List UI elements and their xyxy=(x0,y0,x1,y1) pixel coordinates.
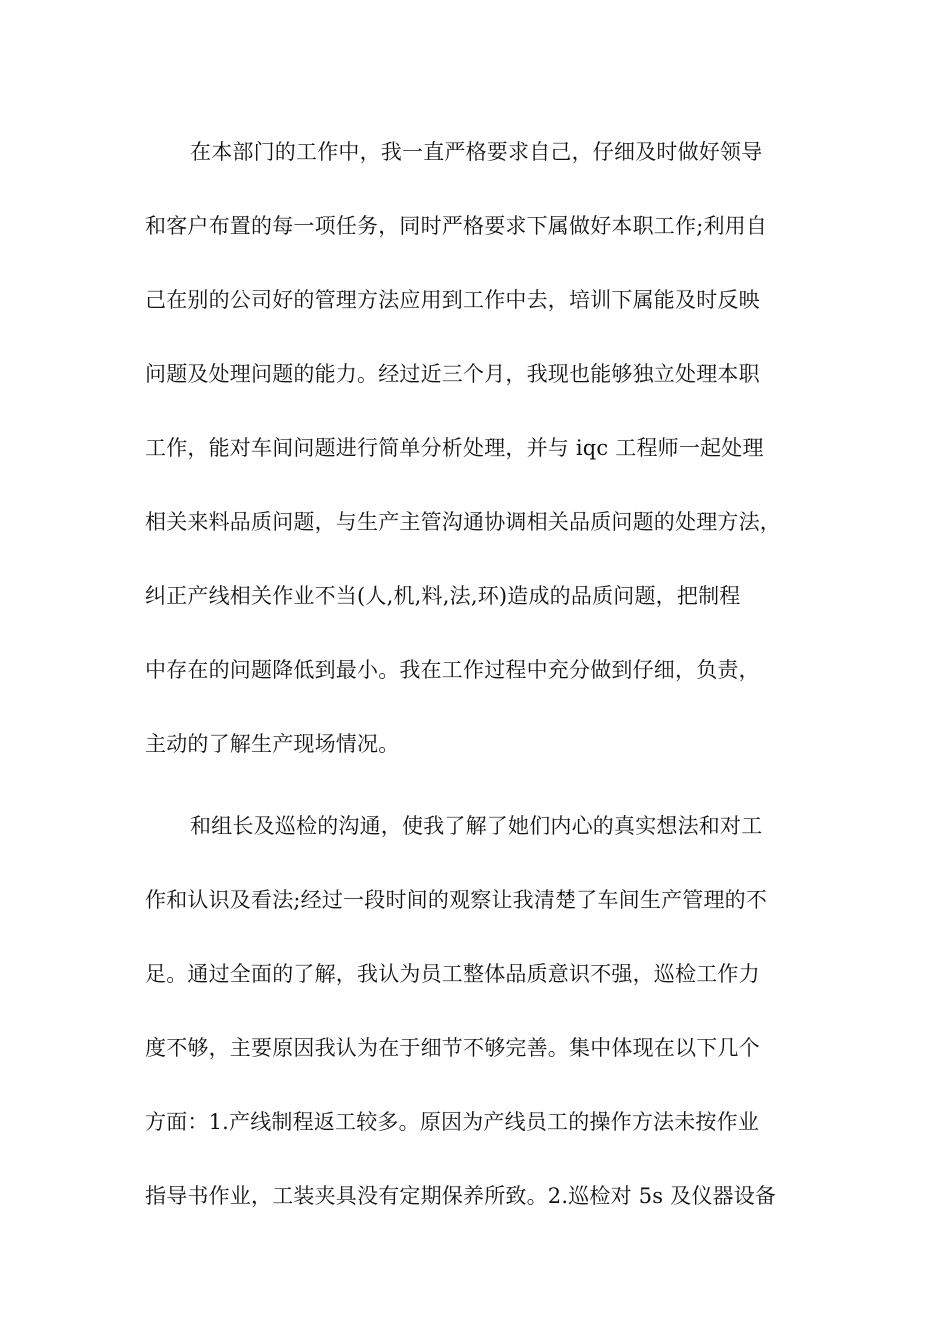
text-line: 和客户布置的每一项任务，同时严格要求下属做好本职工作;利用自 xyxy=(145,214,768,238)
text-line: 足。通过全面的了解，我认为员工整体品质意识不强，巡检工作力 xyxy=(145,962,760,986)
text-line: 相关来料品质问题，与生产主管沟通协调相关品质问题的处理方法， xyxy=(145,510,781,534)
text-line: 主动的了解生产现场情况。 xyxy=(145,732,400,756)
text-line: 工作，能对车间问题进行简单分析处理，并与 iqc 工程师一起处理 xyxy=(145,436,764,460)
text-line: 在本部门的工作中，我一直严格要求自己，仔细及时做好领导 xyxy=(190,140,763,164)
text-line: 和组长及巡检的沟通，使我了解了她们内心的真实想法和对工 xyxy=(190,814,763,838)
text-line: 己在别的公司好的管理方法应用到工作中去，培训下属能及时反映 xyxy=(145,288,760,312)
text-line: 方面：1.产线制程返工较多。原因为产线员工的操作方法未按作业 xyxy=(145,1110,760,1134)
text-line: 指导书作业，工装夹具没有定期保养所致。2.巡检对 5s 及仪器设备 xyxy=(145,1184,777,1208)
text-line: 作和认识及看法;经过一段时间的观察让我清楚了车间生产管理的不 xyxy=(145,888,768,912)
text-line: 纠正产线相关作业不当(人,机,料,法,环)造成的品质问题，把制程 xyxy=(145,584,741,608)
text-line: 度不够，主要原因我认为在于细节不够完善。集中体现在以下几个 xyxy=(145,1036,760,1060)
text-line: 问题及处理问题的能力。经过近三个月，我现也能够独立处理本职 xyxy=(145,362,760,386)
text-line: 中存在的问题降低到最小。我在工作过程中充分做到仔细，负责， xyxy=(145,658,760,682)
